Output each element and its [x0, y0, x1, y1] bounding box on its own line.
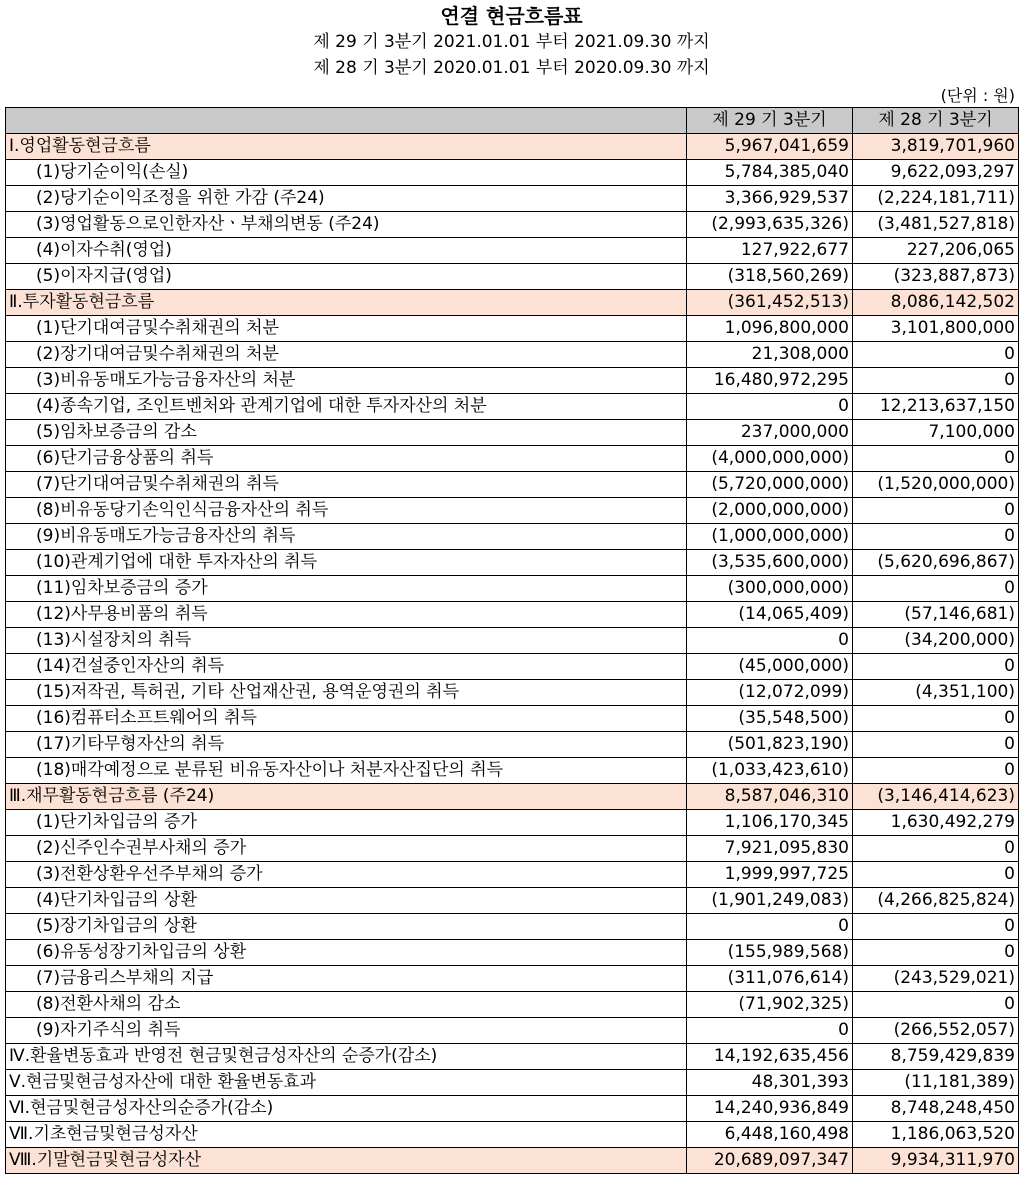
prior-value: 0: [853, 862, 1019, 888]
prior-value: 7,100,000: [853, 420, 1019, 446]
current-value: (5,720,000,000): [687, 472, 853, 498]
current-value: 8,587,046,310: [687, 784, 853, 810]
prior-value: 227,206,065: [853, 238, 1019, 264]
row-label: (1)당기순이익(손실): [6, 160, 687, 186]
row-label: (2)당기순이익조정을 위한 가감 (주24): [6, 186, 687, 212]
table-row: [6, 264, 1019, 290]
row-label: (17)기타무형자산의 취득: [6, 732, 687, 758]
prior-value: (34,200,000): [853, 628, 1019, 654]
row-label: (7)금융리스부채의 지급: [6, 966, 687, 992]
table-row: [6, 914, 1019, 940]
prior-value: 8,759,429,839: [853, 1044, 1019, 1070]
table-row: [6, 680, 1019, 706]
section-row: [6, 1148, 1019, 1174]
prior-value: (266,552,057): [853, 1018, 1019, 1044]
prior-value: (243,529,021): [853, 966, 1019, 992]
table-row: [6, 706, 1019, 732]
column-header-prior: 제 28 기 3분기: [853, 108, 1019, 134]
prior-value: 0: [853, 992, 1019, 1018]
row-label: (5)장기차입금의 상환: [6, 914, 687, 940]
prior-value: 3,819,701,960: [853, 134, 1019, 160]
section-row: [6, 784, 1019, 810]
current-value: (2,000,000,000): [687, 498, 853, 524]
row-label: (12)사무용비품의 취득: [6, 602, 687, 628]
prior-value: 0: [853, 342, 1019, 368]
row-label: (5)임차보증금의 감소: [6, 420, 687, 446]
row-label: (7)단기대여금및수취채권의 취득: [6, 472, 687, 498]
section-row: [6, 134, 1019, 160]
prior-value: 0: [853, 914, 1019, 940]
prior-value: 0: [853, 498, 1019, 524]
current-value: 16,480,972,295: [687, 368, 853, 394]
current-value: 5,967,041,659: [687, 134, 853, 160]
row-label: Ⅴ.현금및현금성자산에 대한 환율변동효과: [6, 1070, 687, 1096]
table-row: [6, 1122, 1019, 1148]
prior-period: 제 28 기 3분기 2020.01.01 부터 2020.09.30 까지: [313, 58, 710, 78]
row-label: (5)이자지급(영업): [6, 264, 687, 290]
current-value: 0: [687, 1018, 853, 1044]
row-label: (2)장기대여금및수취채권의 처분: [6, 342, 687, 368]
row-label: (2)신주인수권부사채의 증가: [6, 836, 687, 862]
prior-value: (4,266,825,824): [853, 888, 1019, 914]
prior-value: 3,101,800,000: [853, 316, 1019, 342]
column-header-current: 제 29 기 3분기: [687, 108, 853, 134]
row-label: Ⅵ.현금및현금성자산의순증가(감소): [6, 1096, 687, 1122]
table-row: [6, 732, 1019, 758]
current-value: (1,033,423,610): [687, 758, 853, 784]
prior-value: 9,622,093,297: [853, 160, 1019, 186]
unit-label: (단위 : 원): [940, 86, 1015, 105]
prior-value: (3,146,414,623): [853, 784, 1019, 810]
current-value: 1,096,800,000: [687, 316, 853, 342]
row-label: (3)전환상환우선주부채의 증가: [6, 862, 687, 888]
table-row: [6, 550, 1019, 576]
row-label: (18)매각예정으로 분류된 비유동자산이나 처분자산집단의 취득: [6, 758, 687, 784]
table-row: [6, 472, 1019, 498]
prior-value: 9,934,311,970: [853, 1148, 1019, 1174]
current-value: 0: [687, 628, 853, 654]
prior-value: 0: [853, 654, 1019, 680]
table-row: [6, 862, 1019, 888]
current-value: 3,366,929,537: [687, 186, 853, 212]
row-label: Ⅱ.투자활동현금흐름: [6, 290, 687, 316]
prior-value: (1,520,000,000): [853, 472, 1019, 498]
prior-value: (323,887,873): [853, 264, 1019, 290]
row-label: (8)비유동당기손익인식금융자산의 취득: [6, 498, 687, 524]
table-row: [6, 342, 1019, 368]
table-row: [6, 186, 1019, 212]
table-row: [6, 1018, 1019, 1044]
prior-value: 0: [853, 368, 1019, 394]
prior-value: 0: [853, 524, 1019, 550]
cash-flow-table: [5, 107, 1019, 1174]
current-value: 0: [687, 394, 853, 420]
prior-value: 0: [853, 940, 1019, 966]
current-period: 제 29 기 3분기 2021.01.01 부터 2021.09.30 까지: [313, 32, 710, 52]
current-value: 21,308,000: [687, 342, 853, 368]
current-value: 1,999,997,725: [687, 862, 853, 888]
current-value: (1,000,000,000): [687, 524, 853, 550]
table-row: [6, 238, 1019, 264]
table-row: [6, 758, 1019, 784]
prior-value: (3,481,527,818): [853, 212, 1019, 238]
current-value: (155,989,568): [687, 940, 853, 966]
table-row: [6, 1070, 1019, 1096]
table-row: [6, 1044, 1019, 1070]
current-value: (2,993,635,326): [687, 212, 853, 238]
table-row: [6, 628, 1019, 654]
current-value: 5,784,385,040: [687, 160, 853, 186]
row-label: (6)단기금융상품의 취득: [6, 446, 687, 472]
row-label: (10)관계기업에 대한 투자자산의 취득: [6, 550, 687, 576]
row-label: (1)단기대여금및수취채권의 처분: [6, 316, 687, 342]
row-label: (14)건설중인자산의 취득: [6, 654, 687, 680]
prior-value: 0: [853, 732, 1019, 758]
current-value: (501,823,190): [687, 732, 853, 758]
prior-value: 8,748,248,450: [853, 1096, 1019, 1122]
current-value: (45,000,000): [687, 654, 853, 680]
current-value: 1,106,170,345: [687, 810, 853, 836]
prior-value: (4,351,100): [853, 680, 1019, 706]
row-label: (11)임차보증금의 증가: [6, 576, 687, 602]
table-row: [6, 576, 1019, 602]
table-row: [6, 212, 1019, 238]
current-value: 14,240,936,849: [687, 1096, 853, 1122]
row-label: Ⅳ.환율변동효과 반영전 현금및현금성자산의 순증가(감소): [6, 1044, 687, 1070]
prior-value: (5,620,696,867): [853, 550, 1019, 576]
current-value: (1,901,249,083): [687, 888, 853, 914]
current-value: (71,902,325): [687, 992, 853, 1018]
current-value: (14,065,409): [687, 602, 853, 628]
table-row: [6, 940, 1019, 966]
table-row: [6, 160, 1019, 186]
prior-value: 0: [853, 836, 1019, 862]
current-value: 6,448,160,498: [687, 1122, 853, 1148]
current-value: (12,072,099): [687, 680, 853, 706]
table-row: [6, 394, 1019, 420]
current-value: (4,000,000,000): [687, 446, 853, 472]
table-row: [6, 966, 1019, 992]
table-row: [6, 498, 1019, 524]
table-row: [6, 1096, 1019, 1122]
prior-value: 0: [853, 758, 1019, 784]
current-value: (3,535,600,000): [687, 550, 853, 576]
row-label: (9)비유동매도가능금융자산의 취득: [6, 524, 687, 550]
row-label: (15)저작권, 특허권, 기타 산업재산권, 용역운영권의 취득: [6, 680, 687, 706]
row-label: (4)이자수취(영업): [6, 238, 687, 264]
table-body: [6, 134, 1019, 1174]
prior-value: 1,630,492,279: [853, 810, 1019, 836]
table-row: [6, 836, 1019, 862]
current-value: 7,921,095,830: [687, 836, 853, 862]
current-value: 127,922,677: [687, 238, 853, 264]
current-value: 0: [687, 914, 853, 940]
current-value: (35,548,500): [687, 706, 853, 732]
current-value: (311,076,614): [687, 966, 853, 992]
current-value: 14,192,635,456: [687, 1044, 853, 1070]
prior-value: 0: [853, 706, 1019, 732]
current-value: 48,301,393: [687, 1070, 853, 1096]
prior-value: 0: [853, 576, 1019, 602]
table-header-row: [6, 108, 1019, 134]
table-row: [6, 446, 1019, 472]
row-label: (3)비유동매도가능금융자산의 처분: [6, 368, 687, 394]
row-label: Ⅷ.기말현금및현금성자산: [6, 1148, 687, 1174]
row-label: (1)단기차입금의 증가: [6, 810, 687, 836]
table-row: [6, 368, 1019, 394]
current-value: (300,000,000): [687, 576, 853, 602]
row-label: (4)단기차입금의 상환: [6, 888, 687, 914]
table-row: [6, 654, 1019, 680]
prior-value: 1,186,063,520: [853, 1122, 1019, 1148]
current-value: 20,689,097,347: [687, 1148, 853, 1174]
row-label: (16)컴퓨터소프트웨어의 취득: [6, 706, 687, 732]
prior-value: (11,181,389): [853, 1070, 1019, 1096]
row-label: (4)종속기업, 조인트벤처와 관계기업에 대한 투자자산의 처분: [6, 394, 687, 420]
statement-header: [0, 3, 1023, 81]
row-label: Ⅰ.영업활동현금흐름: [6, 134, 687, 160]
prior-value: (2,224,181,711): [853, 186, 1019, 212]
row-label: (9)자기주식의 취득: [6, 1018, 687, 1044]
prior-value: 0: [853, 446, 1019, 472]
row-label: (6)유동성장기차입금의 상환: [6, 940, 687, 966]
current-value: (318,560,269): [687, 264, 853, 290]
table-row: [6, 888, 1019, 914]
table-row: [6, 420, 1019, 446]
table-row: [6, 992, 1019, 1018]
row-label: Ⅲ.재무활동현금흐름 (주24): [6, 784, 687, 810]
table-row: [6, 316, 1019, 342]
row-label: (3)영업활동으로인한자산ㆍ부채의변동 (주24): [6, 212, 687, 238]
section-row: [6, 290, 1019, 316]
prior-value: 8,086,142,502: [853, 290, 1019, 316]
row-label: Ⅶ.기초현금및현금성자산: [6, 1122, 687, 1148]
prior-value: (57,146,681): [853, 602, 1019, 628]
table-row: [6, 524, 1019, 550]
column-header-label: [6, 108, 687, 134]
current-value: 237,000,000: [687, 420, 853, 446]
table-row: [6, 602, 1019, 628]
row-label: (8)전환사채의 감소: [6, 992, 687, 1018]
table-row: [6, 810, 1019, 836]
current-value: (361,452,513): [687, 290, 853, 316]
prior-value: 12,213,637,150: [853, 394, 1019, 420]
statement-title: 연결 현금흐름표: [440, 4, 583, 28]
row-label: (13)시설장치의 취득: [6, 628, 687, 654]
